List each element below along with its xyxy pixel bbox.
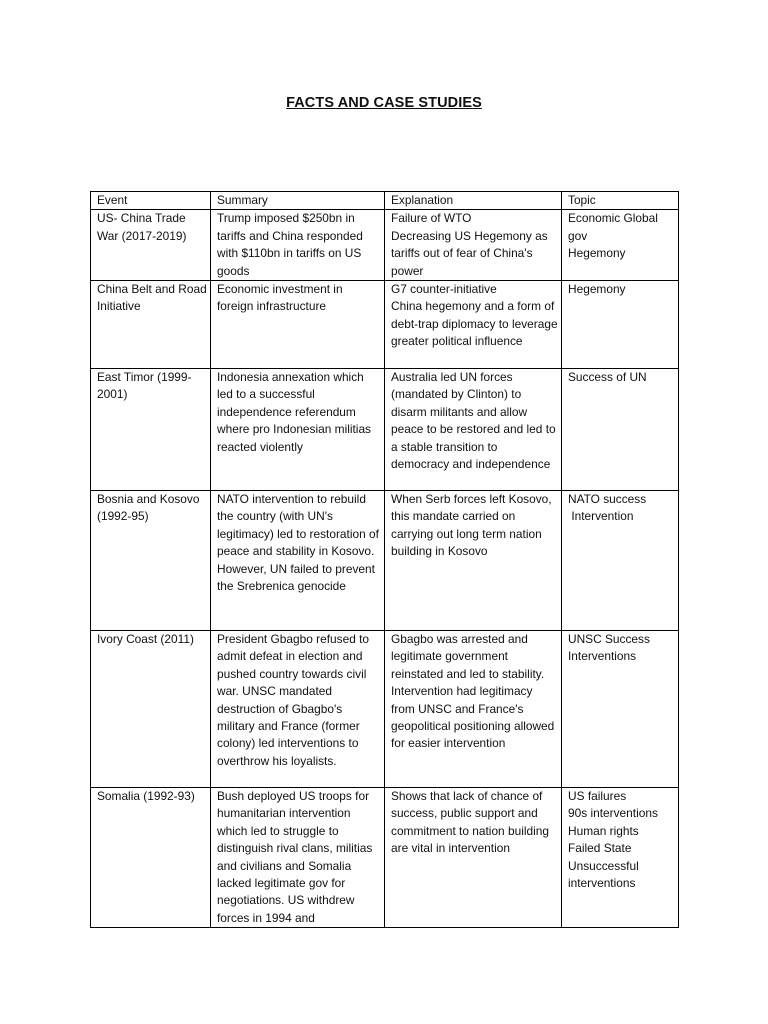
event-cell: US- China Trade War (2017-2019) [91,210,211,281]
topic-line: 90s interventions [568,806,658,821]
header-explanation: Explanation [385,192,562,210]
case-studies-table [90,191,679,928]
event-cell: Bosnia and Kosovo (1992-95) [91,491,211,631]
explanation-line: Failure of WTO [391,211,472,226]
topic-line: Unsuccessful interventions [568,858,643,891]
topic-cell [562,369,679,491]
topic-cell [562,788,679,928]
explanation-line: G7 counter-initiative [391,282,497,297]
explanation-cell [385,369,562,491]
table-row [91,788,679,928]
table-row [91,491,679,631]
explanation-line: Australia led UN forces (mandated by Clinton) to disarm militants and allow peace to be restored and led to a stable transition to democracy and independence [391,370,559,472]
topic-line: Hegemony [568,282,626,297]
table-row [91,210,679,281]
explanation-line: Shows that lack of chance of success, public support and commitment to nation building are vital in intervention [391,789,553,856]
topic-line: Human rights [568,823,639,838]
explanation-cell [385,631,562,788]
topic-cell [562,210,679,281]
explanation-cell [385,210,562,281]
summary-cell: President Gbagbo refused to admit defeat in election and pushed country towards civil war. UNSC mandated destruction of Gbagbo's military and France (former colony) led interventions to overthrow his loyalists. [211,631,385,788]
explanation-cell [385,281,562,369]
topic-line: UNSC Success [568,632,650,647]
summary-cell: NATO intervention to rebuild the country (with UN's legitimacy) led to restoration of peace and stability in Kosovo. However, UN failed to prevent the Srebrenica genocide [211,491,385,631]
summary-cell: Economic investment in foreign infrastructure [211,281,385,369]
header-summary: Summary [211,192,385,210]
table-row [91,281,679,369]
header-topic: Topic [562,192,679,210]
event-cell: China Belt and Road Initiative [91,281,211,369]
topic-line: Economic Global gov [568,211,662,243]
topic-cell [562,281,679,369]
topic-line: Hegemony [568,246,626,261]
explanation-line: When Serb forces left Kosovo, this mandate carried on carrying out long term nation building in Kosovo [391,492,555,559]
event-cell: East Timor (1999-2001) [91,369,211,491]
topic-cell [562,631,679,788]
summary-cell: Bush deployed US troops for humanitarian intervention which led to struggle to distinguish rival clans, militias and civilians and Somalia lacked legitimate gov for negotiations. US withdrew forces in 1994 and [211,788,385,928]
summary-cell: Indonesia annexation which led to a successful independence referendum where pro Indonesian militias reacted violently [211,369,385,491]
topic-cell [562,491,679,631]
topic-line: US failures [568,789,627,804]
topic-line: Interventions [568,649,637,664]
explanation-line: Decreasing US Hegemony as tariffs out of fear of China's power [391,228,551,278]
header-event: Event [91,192,211,210]
explanation-line: Gbagbo was arrested and legitimate government reinstated and led to stability. [391,632,545,681]
event-cell: Ivory Coast (2011) [91,631,211,788]
table-row [91,369,679,491]
explanation-line: China hegemony and a form of debt-trap diplomacy to leverage greater political influence [391,299,561,349]
table-row [91,631,679,788]
explanation-cell [385,491,562,631]
table-header-row [91,192,679,210]
topic-line: Intervention [568,509,634,524]
document-title: FACTS AND CASE STUDIES [286,95,482,111]
topic-line: Failed State [568,841,632,856]
event-cell: Somalia (1992-93) [91,788,211,928]
topic-line: Success of UN [568,370,647,385]
topic-line: NATO success [568,492,647,507]
explanation-cell [385,788,562,928]
explanation-line: Intervention had legitimacy from UNSC and France's geopolitical positioning allowed for easier intervention [391,684,558,751]
summary-cell: Trump imposed $250bn in tariffs and China responded with $110bn in tariffs on US goods [211,210,385,281]
